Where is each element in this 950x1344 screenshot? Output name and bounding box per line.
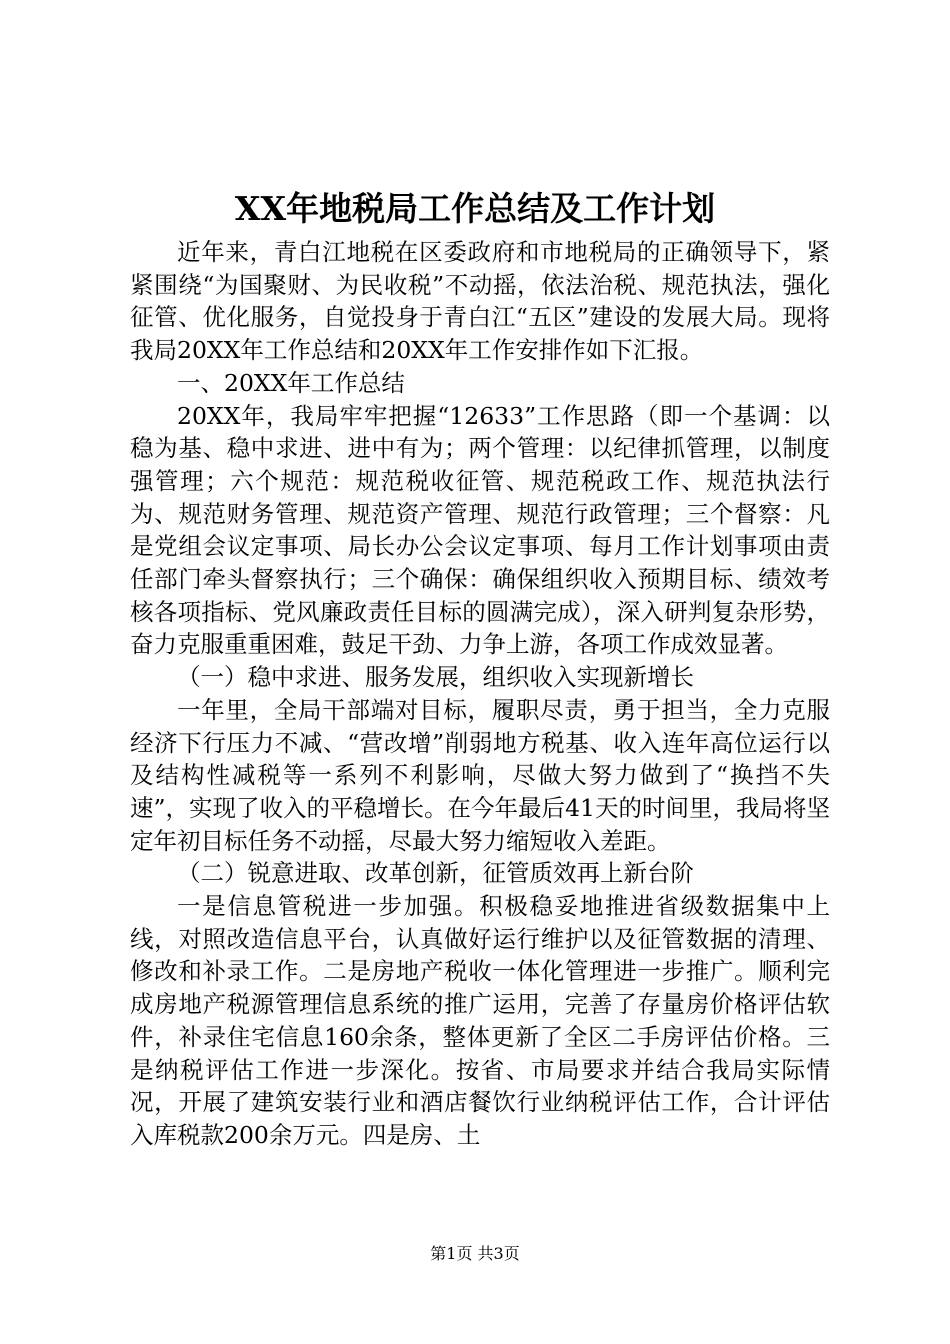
page-footer: 第1页 共3页 — [430, 1244, 520, 1263]
paragraph-reform: 一是信息管税进一步加强。积极稳妥地推进省级数据集中上线，对照改造信息平台，认真做好运行维护以及征管数据的清理、修改和补录工作。二是房地产税收一体化管理进一步推广。顺利完成房地产税源管理信息系统的推广运用，完善了存量房价格评估软件，补录住宅信息160余条，整体更新了全区二手房评估价格。三是纳税评估工作进一步深化。按省、市局要求并结合我局实际情况，开展了建筑安装行业和酒店餐饮行业纳税评估工作，合计评估入库税款200余万元。四是房、土 — [130, 892, 830, 1149]
document-title: XX年地税局工作总结及工作计划 — [234, 189, 716, 228]
subsection-heading-1: （一）稳中求进、服务发展，组织收入实现新增长 — [177, 663, 694, 692]
paragraph-work-summary: 20XX年，我局牢牢把握“12633”工作思路（即一个基调：以稳为基、稳中求进、进中有为；两个管理：以纪律抓管理，以制度强管理；六个规范：规范税收征管、规范税政工作、规范执法行为、规范财务管理、规范资产管理、规范行政管理；三个督察：凡是党组会议定事项、局长办公会议定事项、每月工作计划事项由责任部门牵头督察执行；三个确保：确保组织收入预期目标、绩效考核各项指标、党风廉政责任目标的圆满完成），深入研判复杂形势，奋力克服重重困难，鼓足干劲、力争上游，各项工作成效显著。 — [130, 401, 830, 659]
document-body — [130, 236, 830, 1152]
paragraph-intro: 近年来，青白江地税在区委政府和市地税局的正确领导下，紧紧围绕“为国聚财、为民收税”不动摇，依法治税、规范执法，强化征管、优化服务，自觉投身于青白江“五区”建设的发展大局。现将我局20XX年工作总结和20XX年工作安排作如下汇报。 — [130, 238, 830, 365]
section-heading-summary: 一、20XX年工作总结 — [177, 368, 405, 397]
paragraph-revenue: 一年里，全局干部端对目标，履职尽责，勇于担当，全力克服经济下行压力不减、“营改增”削弱地方税基、收入连年高位运行以及结构性减税等一系列不利影响，尽做大努力做到了“换挡不失速”，实现了收入的平稳增长。在今年最后41天的时间里，我局将坚定年初目标任务不动摇，尽最大努力缩短收入差距。 — [130, 695, 830, 855]
subsection-heading-2: （二）锐意进取、改革创新，征管质效再上新台阶 — [177, 859, 694, 888]
